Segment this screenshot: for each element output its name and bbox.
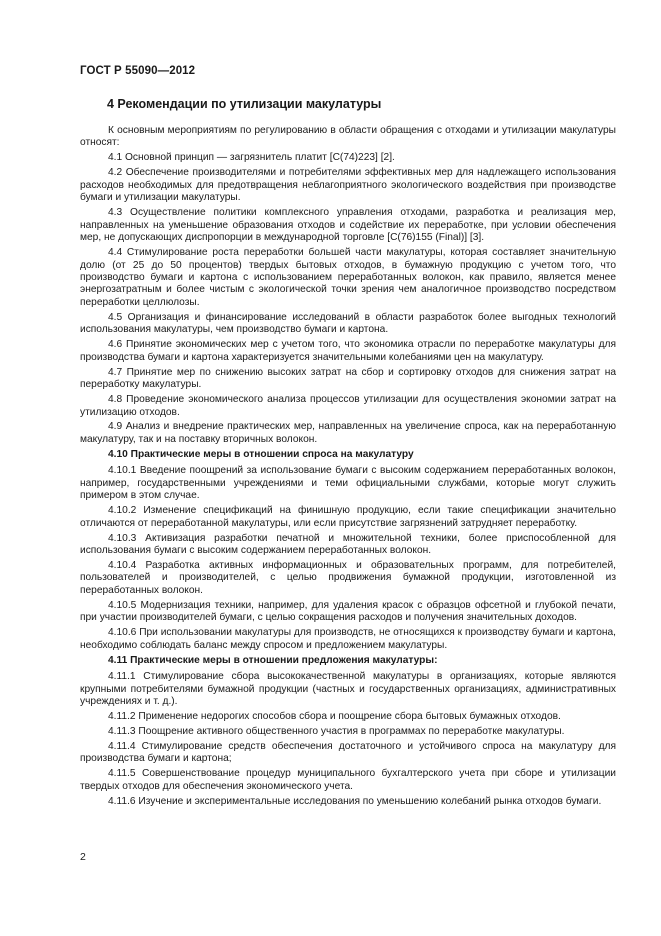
paragraph: 4.9 Анализ и внедрение практических мер, направленных на увеличение спроса, как на переработанную макулатуру, так и на поставку вторичных волокон. (80, 421, 616, 445)
section-title: 4 Рекомендации по утилизации макулатуры (107, 97, 382, 111)
paragraph: 4.10.6 При использовании макулатуры для производств, не относящихся к производству бумаги и картона, необходимо соблюдать баланс между спросом и предложением макулатуры. (80, 627, 616, 651)
subsection-heading: 4.11 Практические меры в отношении предложения макулатуры: (108, 654, 438, 666)
paragraph: 4.11.5 Совершенствование процедур муниципального бухгалтерского учета при сборе и утилизации твердых отходов для обеспечения экономического учета. (80, 768, 616, 792)
paragraph: К основным мероприятиям по регулированию в области обращения с отходами и утилизации макулатуры относят: (80, 125, 616, 149)
paragraph: 4.10.4 Разработка активных информационных и образовательных программ, для потребителей, пользователей и производителей, с целью продвижения бумажной продукции, изготовленной из переработанных волокон. (80, 560, 616, 596)
paragraph: 4.10.5 Модернизация техники, например, для удаления красок с образцов офсетной и глубокой печати, при участии производителей бумаги, с целью сокращения расходов и получения значительных доходов. (80, 599, 616, 624)
subsection-heading: 4.10 Практические меры в отношении спроса на макулатуру (108, 448, 414, 460)
paragraph: 4.6 Принятие экономических мер с учетом того, что экономика отрасли по переработке макулатуры для производства бумаги и картона характеризуется значительными колебаниями цен на макулатуру. (80, 339, 616, 363)
paragraph: 4.10.2 Изменение спецификаций на финишную продукцию, если такие спецификации значительно отличаются от переработанной макулатуры, или если присутствие загрязнений затрудняет переработку. (80, 505, 616, 529)
paragraph: 4.11.2 Применение недорогих способов сбора и поощрение сбора бытовых бумажных отходов. (108, 710, 561, 722)
paragraph: 4.7 Принятие мер по снижению высоких затрат на сбор и сортировку отходов для снижения затрат на переработку макулатуры. (80, 366, 616, 391)
section-body (80, 125, 616, 811)
paragraph: 4.1 Основной принцип — загрязнитель платит [C(74)223] [2]. (108, 152, 395, 164)
paragraph: 4.10.3 Активизация разработки печатной и множительной техники, более приспособленной для использования бумаги с высоким содержанием переработанных волокон. (80, 532, 616, 557)
paragraph: 4.3 Осуществление политики комплексного управления отходами, разработка и реализация мер, направленных на уменьшение образования отходов и содействие их переработке, при условии обеспечения мер, не допускающих диспропорции в международной торговле [C(76)155 (Final)] [3]. (80, 207, 616, 244)
paragraph: 4.11.6 Изучение и экспериментальные исследования по уменьшению колебаний рынка отходов бумаги. (108, 795, 602, 807)
paragraph: 4.11.4 Стимулирование средств обеспечения достаточного и устойчивого спроса на макулатуру для производства бумаги и картона; (80, 740, 616, 765)
paragraph: 4.11.1 Стимулирование сбора высококачественной макулатуры в организациях, которые являются крупными потребителями бумажной продукции (частных и государственных организациях, административных учреждениях и т. д.). (80, 671, 616, 708)
paragraph: 4.8 Проведение экономического анализа процессов утилизации для осуществления экономии затрат на утилизацию отходов. (80, 394, 616, 418)
standard-number: ГОСТ Р 55090—2012 (80, 65, 196, 77)
paragraph: 4.10.1 Введение поощрений за использование бумаги с высоким содержанием переработанных волокон, например, государственными учреждениями и теми официальными службами, которые могут служить примером в этом случае. (80, 465, 616, 502)
paragraph: 4.5 Организация и финансирование исследований в области разработок более выгодных технологий использования макулатуры, чем производство бумаги и картона. (80, 311, 616, 336)
paragraph: 4.2 Обеспечение производителями и потребителями эффективных мер для надлежащего использования расходов необходимых для предотвращения неблагоприятного экологического воздействия при производстве бумаги и утилизации макулатуры. (80, 167, 616, 204)
paragraph: 4.11.3 Поощрение активного общественного участия в программах по переработке макулатуры. (108, 725, 565, 737)
page-number: 2 (80, 851, 86, 863)
paragraph: 4.4 Стимулирование роста переработки большей части макулатуры, которая составляет значительную долю (от 25 до 50 процентов) твердых бытовых отходов, в бумажную продукцию с учетом того, что производство бумаги и картона с использованием переработанных волокон, как правило, является менее энергозатратным и более чистым с экологической точки зрения чем аналогичное производство посредством переработки целлюлозы. (80, 247, 616, 308)
